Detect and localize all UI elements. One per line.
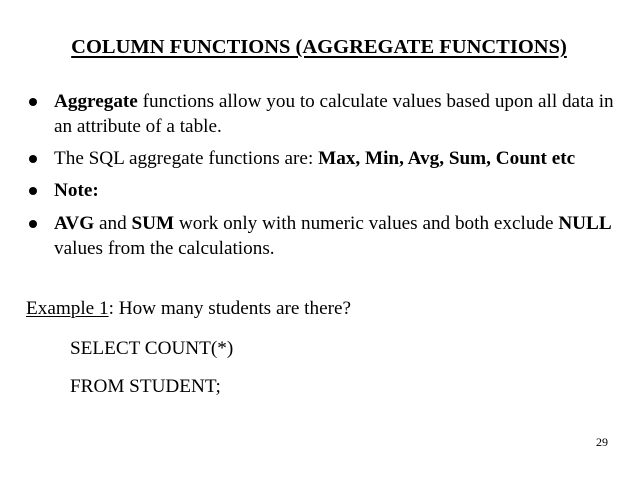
bullet-text: values from the calculations. [54,238,275,259]
bullet-bold-null: NULL [558,213,612,234]
bullet-item-note [26,178,616,203]
example-question: : How many students are there? [108,298,352,319]
example-label: Example 1 [26,298,109,319]
bullet-dot-icon [29,155,37,163]
bullet-item-aggregate [26,89,616,139]
bullet-list [26,89,616,268]
bullet-bold-text: Note: [54,180,99,201]
bullet-dot-icon [29,98,37,106]
bullet-bold-sum: SUM [131,213,175,234]
bullet-dot-icon [29,187,37,195]
sql-line-select: SELECT COUNT(*) [70,338,234,359]
example-line [26,296,351,321]
bullet-text: functions allow you to calculate values based upon all data in an attribute of a table. [54,91,614,137]
bullet-text: work only with numeric values and both exclude [174,213,559,234]
bullet-bold-text: Aggregate [54,91,138,112]
bullet-item-avg-sum [26,211,616,261]
bullet-text: and [94,213,132,234]
bullet-item-functions [26,146,616,171]
bullet-text: The SQL aggregate functions are: [54,148,319,169]
slide-title: COLUMN FUNCTIONS (AGGREGATE FUNCTIONS) [71,36,567,58]
page-number: 29 [596,435,608,449]
sql-line-from: FROM STUDENT; [70,376,221,397]
bullet-dot-icon [29,220,37,228]
bullet-bold-text: Max, Min, Avg, Sum, Count etc [318,148,576,169]
bullet-bold-avg: AVG [54,213,95,234]
